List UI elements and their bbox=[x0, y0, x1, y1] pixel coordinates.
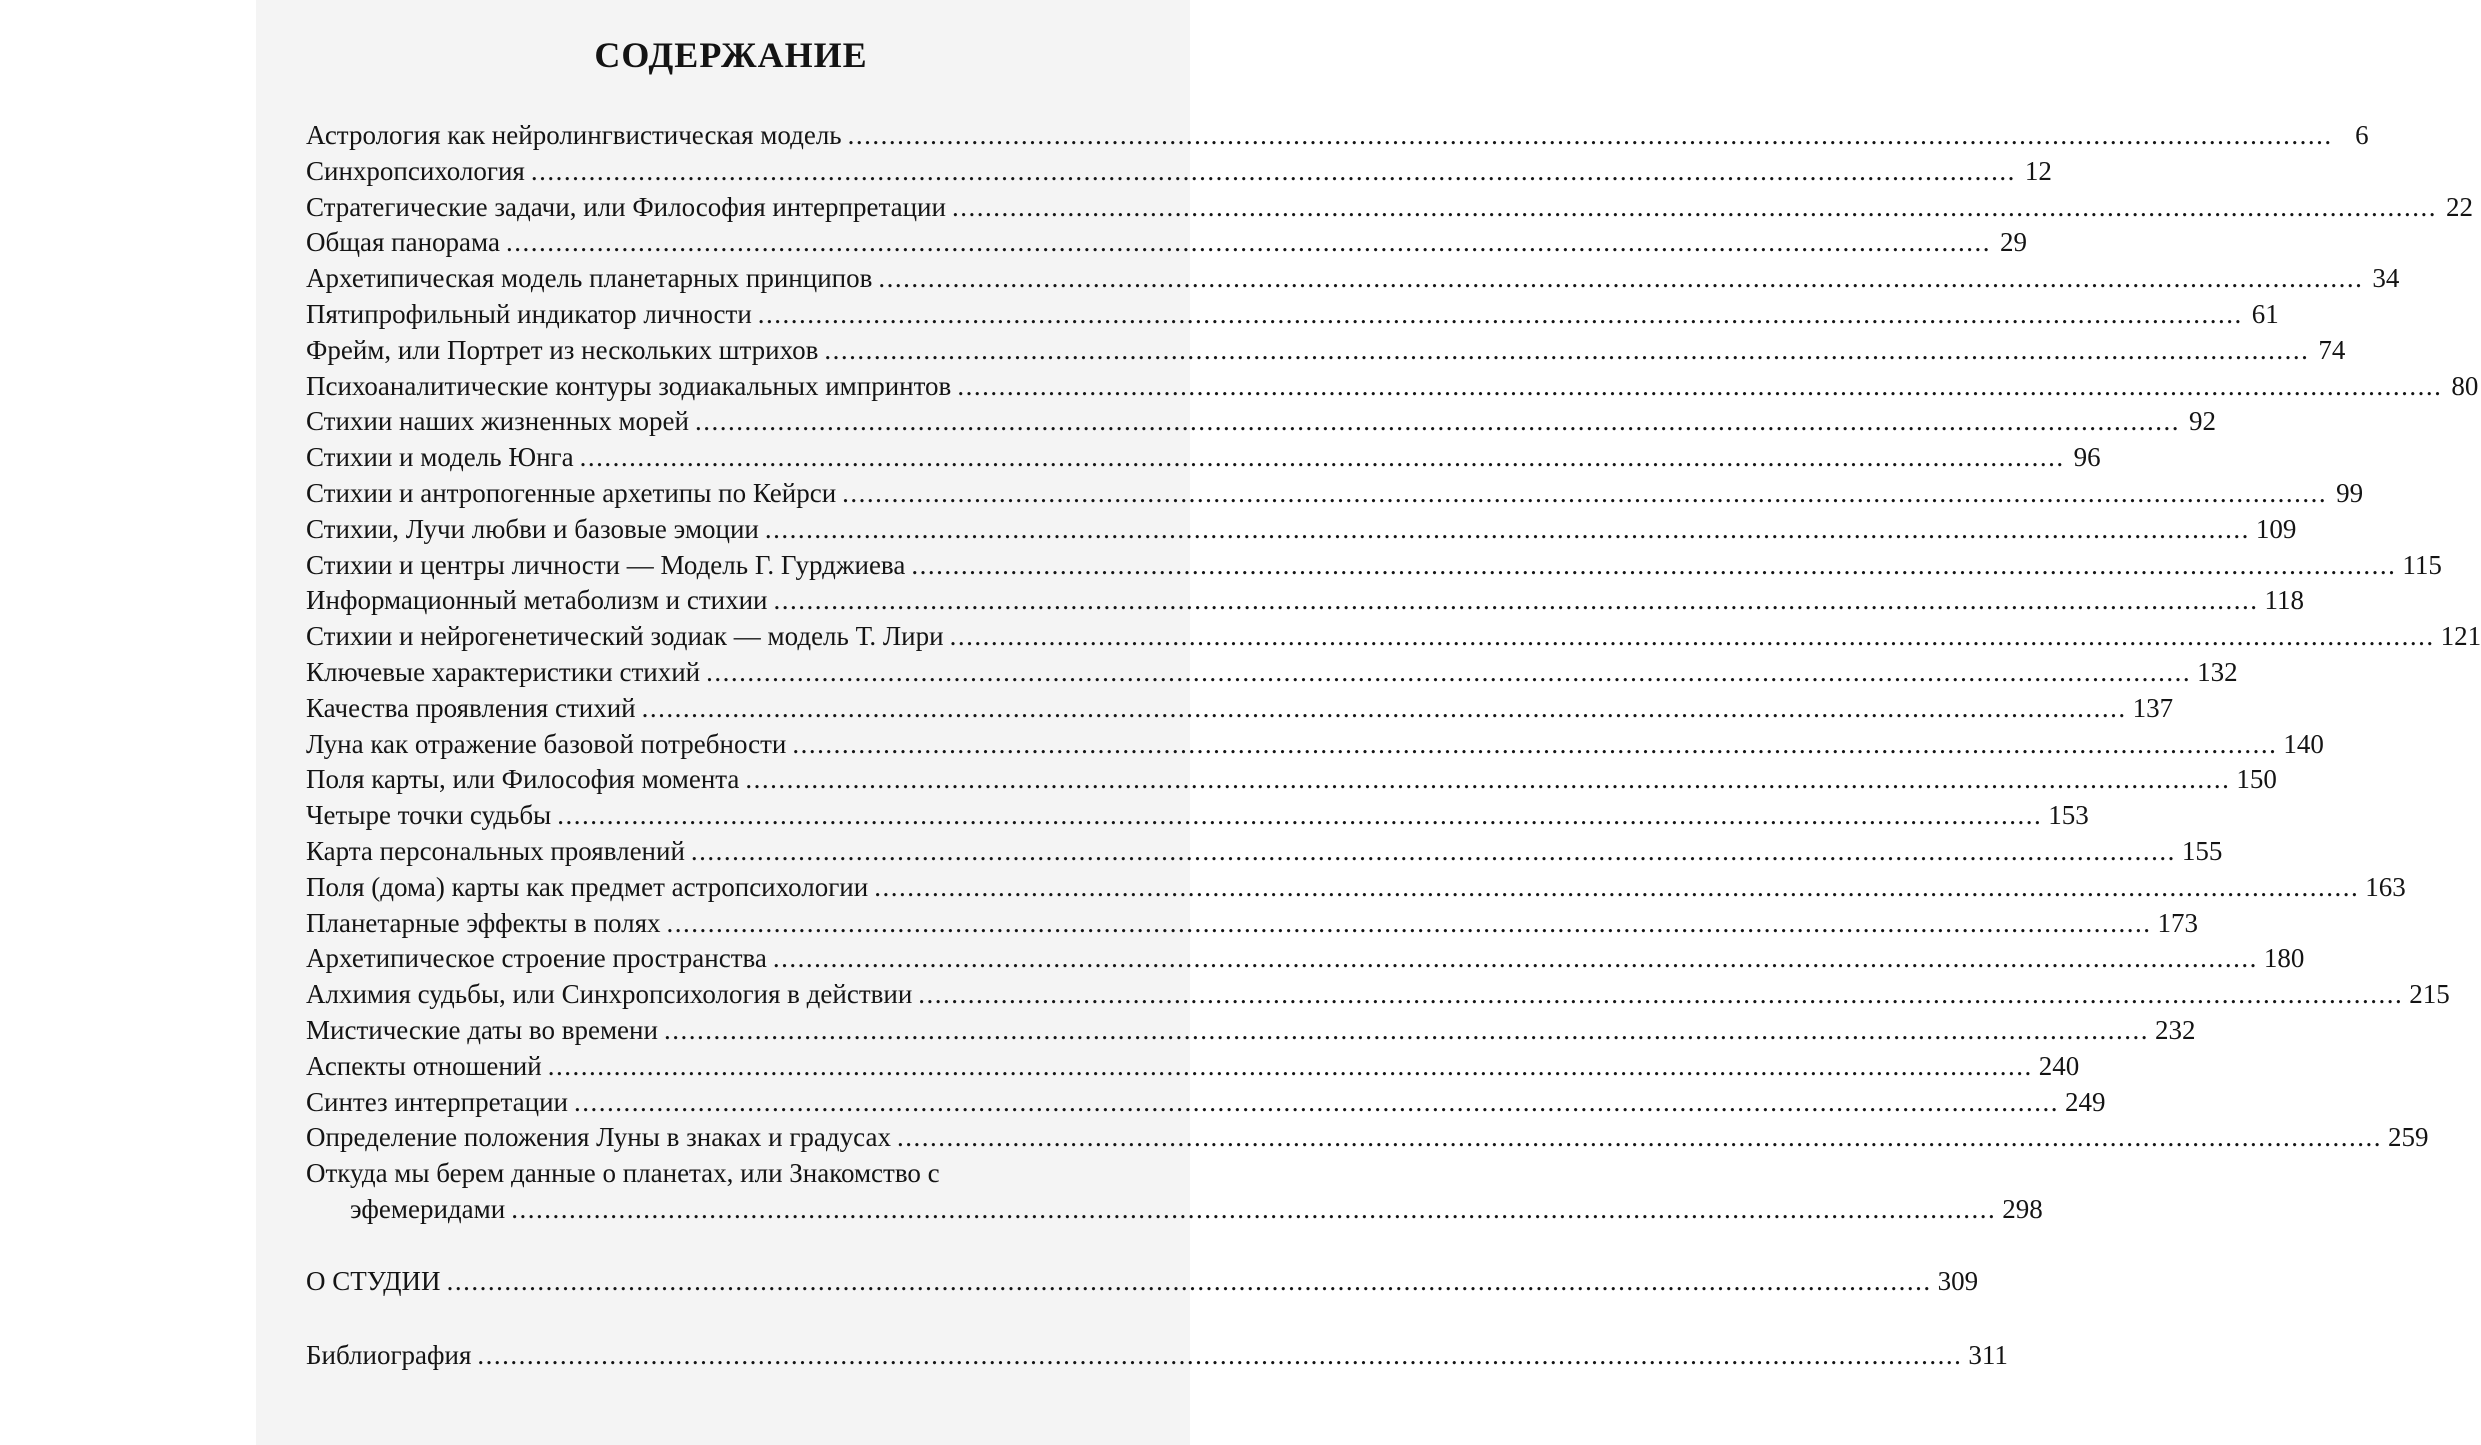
toc-entry bbox=[306, 1049, 2080, 1085]
toc-entry-text: Поля (дома) карты как предмет астропсихологии bbox=[306, 871, 869, 902]
toc-entry bbox=[306, 154, 2052, 190]
dot-leader bbox=[531, 154, 2016, 190]
dot-leader bbox=[874, 870, 2359, 906]
dot-leader bbox=[758, 297, 2243, 333]
dot-leader bbox=[911, 548, 2396, 584]
toc-entry-text: Четыре точки судьбы bbox=[306, 800, 552, 831]
dot-leader bbox=[897, 1120, 2382, 1156]
dot-leader bbox=[548, 1049, 2033, 1085]
dot-leader bbox=[765, 512, 2250, 548]
toc-page-number: 132 bbox=[2197, 656, 2238, 687]
toc-page-number: 121 bbox=[2440, 621, 2481, 652]
toc-entry-text: Мистические даты во времени bbox=[306, 1014, 658, 1045]
toc-entry bbox=[306, 1013, 2196, 1049]
toc-entry-text: Аспекты отношений bbox=[306, 1050, 542, 1081]
toc-entry bbox=[306, 404, 2216, 440]
toc-entry bbox=[306, 333, 2346, 369]
toc-page-number: 155 bbox=[2181, 835, 2223, 866]
toc-entry-line2 bbox=[306, 1192, 2043, 1228]
toc-entry-text: Психоаналитические контуры зодиакальных импринтов bbox=[306, 370, 952, 401]
toc-entry bbox=[306, 190, 2473, 226]
toc-page-number: 163 bbox=[2365, 871, 2406, 902]
dot-leader bbox=[792, 727, 2277, 763]
toc-entry-text: Стихии, Лучи любви и базовые эмоции bbox=[306, 513, 759, 544]
toc-entry bbox=[306, 440, 2101, 476]
toc-page-number: 6 bbox=[2355, 120, 2369, 150]
toc-entry bbox=[306, 619, 2481, 655]
page-title: СОДЕРЖАНИЕ bbox=[594, 35, 868, 75]
dot-leader bbox=[477, 1338, 1962, 1374]
dot-leader bbox=[691, 834, 2176, 870]
toc-entry-text: Луна как отражение базовой потребности bbox=[306, 728, 787, 759]
toc-entry bbox=[306, 548, 2442, 584]
toc-entry bbox=[306, 1085, 2106, 1121]
dot-leader bbox=[918, 977, 2403, 1013]
dot-leader bbox=[447, 1264, 1932, 1300]
toc-entry-text-line1: Откуда мы берем данные о планетах, или Знакомство с bbox=[306, 1158, 940, 1189]
toc-entry-text: Определение положения Луны в знаках и градусах bbox=[306, 1122, 891, 1153]
toc-entry-text: Астрология как нейролингвистическая модель bbox=[306, 120, 842, 150]
toc-page-number: 150 bbox=[2236, 764, 2277, 795]
dot-leader bbox=[557, 798, 2042, 834]
toc-page-number: 137 bbox=[2132, 692, 2174, 723]
toc-page-number: 309 bbox=[1937, 1265, 1979, 1296]
toc-entry bbox=[306, 941, 2305, 977]
toc-page-number: 180 bbox=[2263, 943, 2305, 974]
toc-page-number: 99 bbox=[2336, 477, 2364, 508]
toc-entry-text: Синтез интерпретации bbox=[306, 1086, 569, 1117]
toc-entry-text: О СТУДИИ bbox=[306, 1265, 441, 1296]
toc-entry-studio bbox=[306, 1264, 1979, 1300]
toc-entry-text: Алхимия судьбы, или Синхропсихология в действии bbox=[306, 979, 913, 1010]
toc-entry-text: Карта персональных проявлений bbox=[306, 835, 685, 866]
toc-entry bbox=[306, 691, 2174, 727]
toc-entry bbox=[306, 512, 2297, 548]
toc-entry-text: Поля карты, или Философия момента bbox=[306, 764, 740, 795]
dot-leader bbox=[957, 369, 2442, 405]
toc-entry bbox=[306, 906, 2199, 942]
toc-page-number: 74 bbox=[2318, 334, 2346, 365]
dot-leader bbox=[878, 261, 2363, 297]
toc-entry bbox=[306, 727, 2324, 763]
toc-page-number: 259 bbox=[2387, 1122, 2429, 1153]
toc-entry-text: Стихии и модель Юнга bbox=[306, 442, 574, 473]
toc-page-number: 29 bbox=[1999, 227, 2027, 258]
table-of-contents bbox=[306, 28, 2481, 1373]
toc-entry-text: Синхропсихология bbox=[306, 155, 525, 186]
dot-leader bbox=[642, 691, 2127, 727]
dot-leader bbox=[848, 118, 2333, 154]
toc-entry-text: Библиография bbox=[306, 1339, 472, 1370]
toc-page-number: 298 bbox=[2002, 1193, 2043, 1224]
toc-entry bbox=[306, 977, 2450, 1013]
toc-entry bbox=[306, 297, 2279, 333]
toc-page-number: 118 bbox=[2264, 585, 2304, 616]
toc-page-number: 311 bbox=[1968, 1339, 2008, 1370]
dot-leader bbox=[952, 190, 2437, 226]
toc-page-number: 92 bbox=[2188, 406, 2216, 437]
toc-entry-text: Архетипическое строение пространства bbox=[306, 943, 767, 974]
toc-entry-text: Пятипрофильный индикатор личности bbox=[306, 298, 752, 329]
toc-page-number: 22 bbox=[2445, 191, 2473, 222]
toc-page-number: 153 bbox=[2048, 800, 2089, 831]
toc-entry-text: Качества проявления стихий bbox=[306, 692, 636, 723]
toc-entry-text: Планетарные эффекты в полях bbox=[306, 907, 661, 938]
toc-entry-text: Стихии и антропогенные архетипы по Кейрси bbox=[306, 477, 837, 508]
toc-list bbox=[306, 118, 2481, 1156]
dot-leader bbox=[774, 583, 2259, 619]
toc-page-number: 240 bbox=[2038, 1050, 2080, 1081]
dot-leader bbox=[842, 476, 2327, 512]
dot-leader bbox=[695, 404, 2180, 440]
toc-page-number: 80 bbox=[2451, 370, 2479, 401]
toc-entry-text: Информационный метаболизм и стихии bbox=[306, 585, 768, 616]
dot-leader bbox=[745, 762, 2230, 798]
toc-entry-text: Общая панорама bbox=[306, 227, 500, 258]
toc-page-number: 173 bbox=[2157, 907, 2199, 938]
toc-entry-text: Фрейм, или Портрет из нескольких штрихов bbox=[306, 334, 819, 365]
toc-page-number: 140 bbox=[2283, 728, 2324, 759]
toc-page-number: 215 bbox=[2409, 979, 2450, 1010]
toc-page-number: 34 bbox=[2372, 263, 2400, 294]
toc-entry bbox=[306, 762, 2277, 798]
toc-entry bbox=[306, 798, 2089, 834]
toc-page-number: 96 bbox=[2073, 442, 2101, 473]
toc-entry bbox=[306, 261, 2400, 297]
dot-leader bbox=[773, 941, 2258, 977]
toc-entry-text: Ключевые характеристики стихий bbox=[306, 656, 701, 687]
toc-entry bbox=[306, 225, 2027, 261]
toc-entry-text: Стихии и центры личности — Модель Г. Гурджиева bbox=[306, 549, 906, 580]
toc-entry-multiline bbox=[306, 1156, 2043, 1228]
toc-entry bbox=[306, 834, 2223, 870]
toc-entry-text: Стихии и нейрогенетический зодиак — модель Т. Лири bbox=[306, 621, 944, 652]
toc-entry-text: Стратегические задачи, или Философия интерпретации bbox=[306, 191, 946, 222]
toc-page-number: 249 bbox=[2065, 1086, 2106, 1117]
dot-leader bbox=[824, 333, 2309, 369]
dot-leader bbox=[667, 906, 2152, 942]
book-page bbox=[256, 0, 2481, 1445]
dot-leader bbox=[511, 1192, 1996, 1228]
toc-page-number: 232 bbox=[2154, 1014, 2196, 1045]
dot-leader bbox=[706, 655, 2191, 691]
toc-entry bbox=[306, 583, 2304, 619]
toc-entry bbox=[306, 369, 2479, 405]
toc-entry-text-line2: эфемеридами bbox=[350, 1193, 506, 1224]
toc-entry bbox=[306, 655, 2238, 691]
toc-page-number: 115 bbox=[2402, 549, 2442, 580]
toc-entry bbox=[306, 118, 2369, 154]
dot-leader bbox=[950, 619, 2435, 655]
dot-leader bbox=[574, 1085, 2059, 1121]
toc-entry-text: Стихии наших жизненных морей bbox=[306, 406, 689, 437]
toc-page-number: 109 bbox=[2255, 513, 2297, 544]
dot-leader bbox=[664, 1013, 2149, 1049]
dot-leader bbox=[506, 225, 1991, 261]
toc-entry-bibliography bbox=[306, 1338, 2008, 1374]
toc-entry bbox=[306, 476, 2364, 512]
toc-entry bbox=[306, 1120, 2429, 1156]
toc-page-number: 12 bbox=[2024, 155, 2052, 186]
toc-entry-text: Архетипическая модель планетарных принципов bbox=[306, 263, 873, 294]
toc-page-number: 61 bbox=[2251, 298, 2279, 329]
toc-entry bbox=[306, 870, 2406, 906]
dot-leader bbox=[580, 440, 2065, 476]
